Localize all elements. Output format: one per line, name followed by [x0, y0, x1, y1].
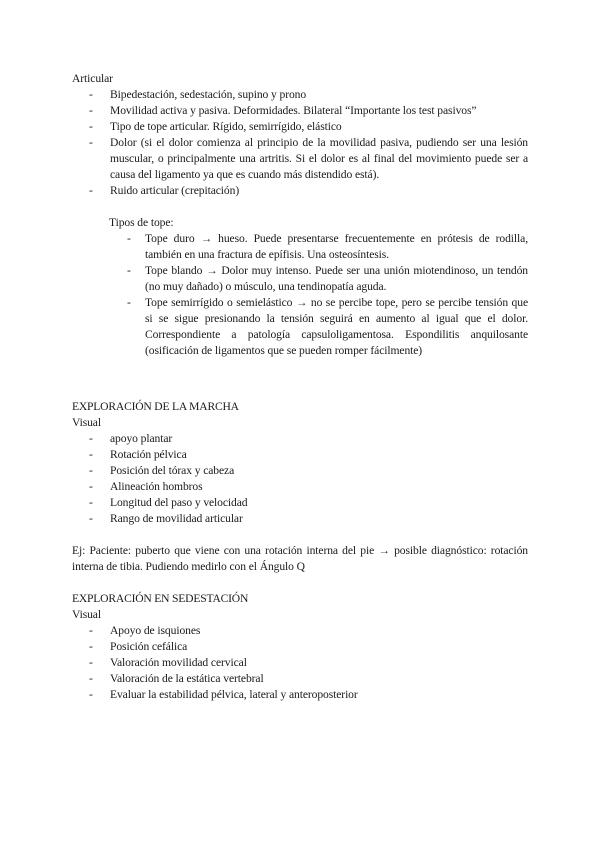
spacer — [72, 359, 528, 383]
list-item: - Apoyo de isquiones — [72, 623, 528, 639]
list-item: - Tope blando → Dolor muy intenso. Puede ser una unión miotendinoso, un tendón (no muy dañado) o músculo, una tendinopatía aguda. — [109, 263, 528, 295]
spacer — [72, 527, 528, 543]
list-item: - Tipo de tope articular. Rígido, semirrígido, elástico — [72, 119, 528, 135]
list-item: - Movilidad activa y pasiva. Deformidades. Bilateral “Importante los test pasivos” — [72, 103, 528, 119]
marcha-list — [72, 431, 528, 527]
list-item: - Bipedestación, sedestación, supino y prono — [72, 87, 528, 103]
list-item: - Valoración de la estática vertebral — [72, 671, 528, 687]
tope-list — [109, 231, 528, 359]
list-item: - Longitud del paso y velocidad — [72, 495, 528, 511]
marcha-heading: EXPLORACIÓN DE LA MARCHA — [72, 400, 239, 413]
sedestacion-list — [72, 623, 528, 703]
articular-list — [72, 87, 528, 199]
marcha-example: Ej: Paciente: puberto que viene con una rotación interna del pie → posible diagnóstico: rotación interna de tibia. Pudiendo medirlo con el Ángulo Q — [72, 544, 528, 573]
list-item: - Rango de movilidad articular — [72, 511, 528, 527]
marcha-subheading: Visual — [72, 416, 101, 429]
list-item: - Ruido articular (crepitación) — [72, 183, 528, 199]
list-item: - Posición cefálica — [72, 639, 528, 655]
list-item: - Valoración movilidad cervical — [72, 655, 528, 671]
spacer — [72, 575, 528, 591]
list-item: - Tope duro → hueso. Puede presentarse frecuentemente en prótesis de rodilla, también en una fractura de epífisis. Una osteosíntesis. — [109, 231, 528, 263]
spacer — [72, 199, 528, 215]
articular-title: Articular — [72, 72, 113, 85]
list-item: - Tope semirrígido o semielástico → no se percibe tope, pero se percibe tensión que si se sigue presionando la tensión seguirá en aumento al igual que el dolor. Correspondiente a patología capsuloligamentosa. Espondilitis anquilosante (osificación de ligamentos que se pueden romper fácilmente) — [109, 295, 528, 359]
list-item: - Evaluar la estabilidad pélvica, lateral y anteroposterior — [72, 687, 528, 703]
list-item: - Dolor (si el dolor comienza al principio de la movilidad pasiva, pudiendo ser una lesión muscular, o principalmente una artritis. Si el dolor es al final del movimiento puede ser a causa del ligamento ya que es cuando más distendido está). — [72, 135, 528, 183]
list-item: - Posición del tórax y cabeza — [72, 463, 528, 479]
list-item: - Alineación hombros — [72, 479, 528, 495]
list-item: - Rotación pélvica — [72, 447, 528, 463]
list-item: - apoyo plantar — [72, 431, 528, 447]
sedestacion-subheading: Visual — [72, 608, 101, 621]
tope-block — [72, 215, 528, 359]
sedestacion-heading: EXPLORACIÓN EN SEDESTACIÓN — [72, 592, 249, 605]
spacer — [72, 383, 528, 399]
document-page — [72, 71, 528, 703]
tope-title: Tipos de tope: — [109, 216, 174, 229]
